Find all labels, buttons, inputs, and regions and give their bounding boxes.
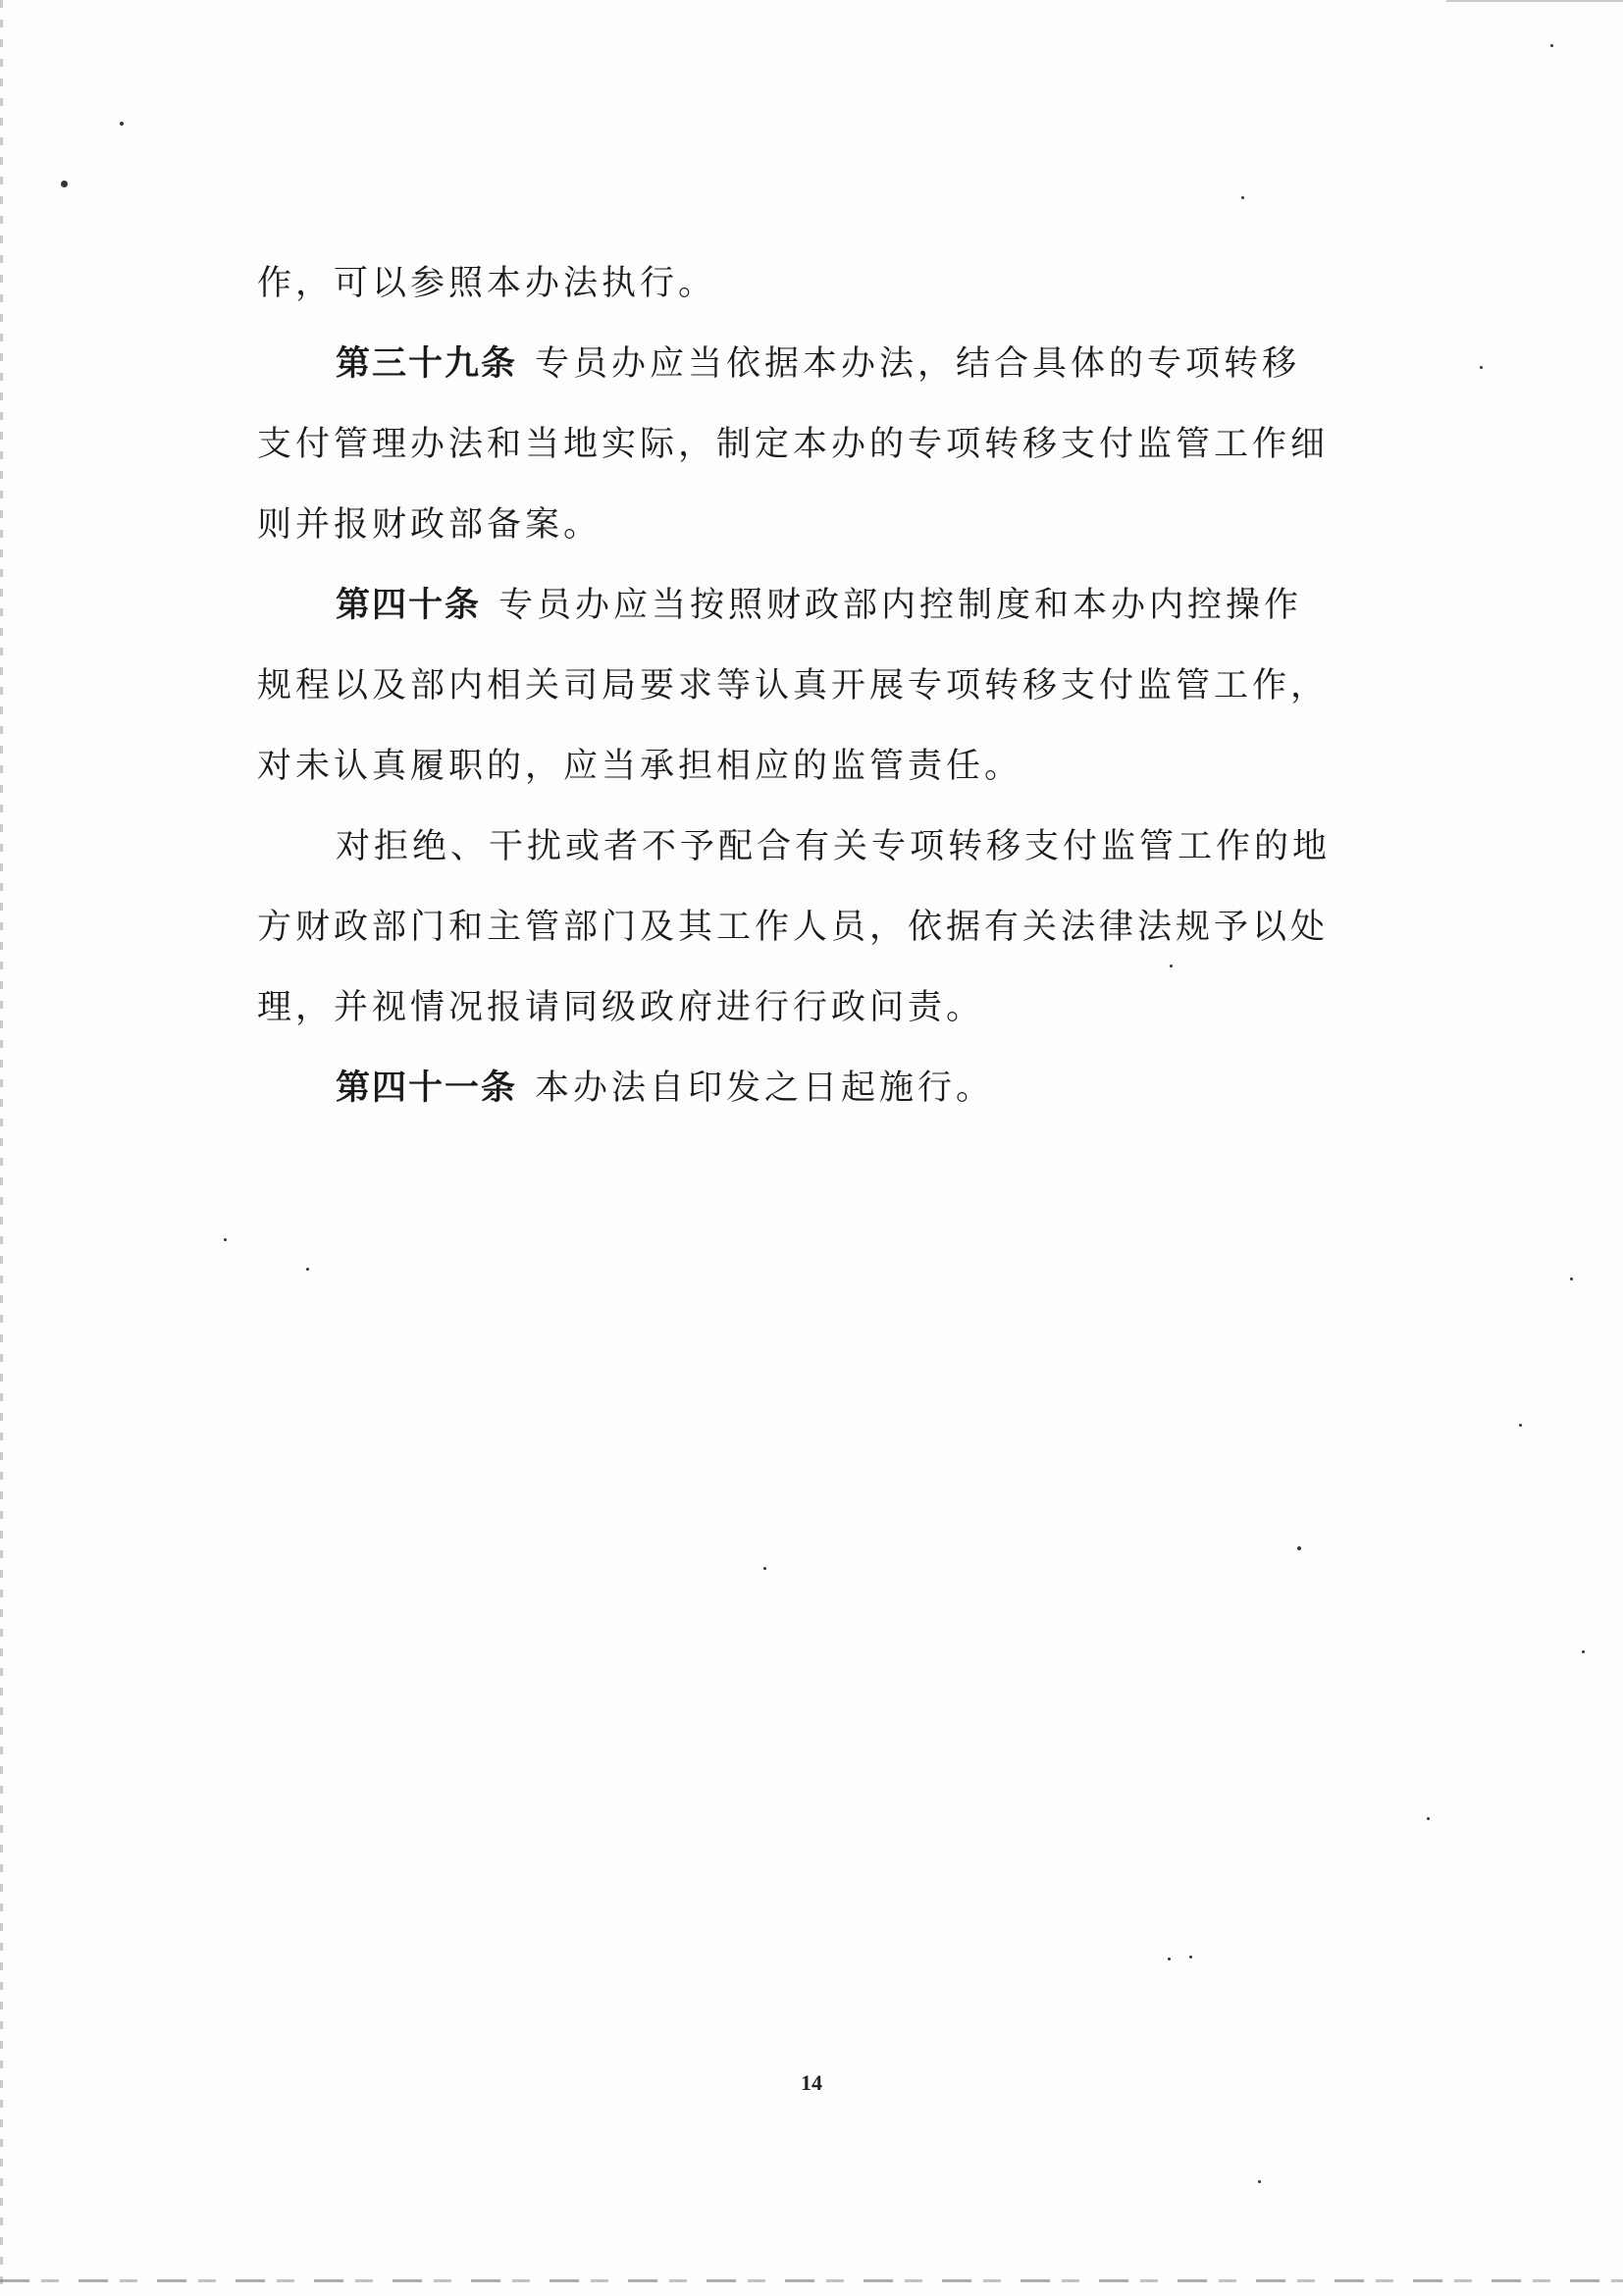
- article-text: 对未认真履职的，应当承担相应的监管责任。: [257, 747, 1023, 786]
- text-line: [257, 726, 1346, 807]
- article-text: 作，可以参照本办法执行。: [257, 264, 717, 303]
- scan-speck: [1519, 1424, 1522, 1427]
- scan-speck: [1582, 1650, 1585, 1653]
- scan-speck: [1550, 44, 1553, 47]
- text-line: [257, 646, 1346, 726]
- scan-edge-top: [1446, 0, 1623, 2]
- scan-speck: [120, 122, 124, 126]
- document-body: [257, 243, 1346, 1128]
- text-line: [257, 887, 1346, 967]
- text-line: [257, 1048, 1346, 1128]
- scan-edge-bottom: [0, 2279, 1623, 2282]
- scan-speck: [306, 1268, 309, 1271]
- article-text: 规程以及部内相关司局要求等认真开展专项转移支付监管工作，: [257, 666, 1330, 705]
- article-text: 理，并视情况报请同级政府进行行政问责。: [257, 988, 985, 1027]
- scan-speck: [1570, 1278, 1573, 1280]
- article-text: 对拒绝、干扰或者不予配合有关专项转移支付监管工作的地: [336, 827, 1332, 866]
- article-text: 专员办应当按照财政部内控制度和本办内控操作: [498, 586, 1303, 625]
- page-number: 14: [801, 2070, 822, 2095]
- scan-speck: [224, 1238, 227, 1241]
- article-text: 专员办应当依据本办法，结合具体的专项转移: [535, 344, 1301, 384]
- article-title: 第三十九条: [336, 344, 518, 384]
- article-title: 第四十条: [336, 586, 482, 625]
- scan-speck: [1189, 1956, 1192, 1958]
- text-line: [257, 243, 1346, 324]
- scan-speck: [1241, 196, 1244, 199]
- text-line: [257, 324, 1346, 404]
- text-line: [257, 404, 1346, 485]
- text-line: [257, 565, 1346, 646]
- scan-speck: [1168, 1957, 1171, 1960]
- scan-speck: [763, 1567, 766, 1570]
- scan-speck: [61, 181, 68, 187]
- article-title: 第四十一条: [336, 1069, 518, 1108]
- article-text: 则并报财政部备案。: [257, 505, 602, 545]
- article-text: 支付管理办法和当地实际，制定本办的专项转移支付监管工作细: [257, 425, 1330, 464]
- scan-speck: [1480, 366, 1483, 369]
- article-text: 方财政部门和主管部门及其工作人员，依据有关法律法规予以处: [257, 908, 1330, 947]
- scan-speck: [1297, 1546, 1301, 1550]
- scan-speck: [1258, 2180, 1261, 2183]
- scan-speck: [1427, 1817, 1430, 1820]
- text-line: [257, 485, 1346, 565]
- text-line: [257, 967, 1346, 1048]
- scan-edge-left: [0, 0, 3, 2296]
- article-text: 本办法自印发之日起施行。: [535, 1069, 995, 1108]
- text-line: [257, 807, 1346, 887]
